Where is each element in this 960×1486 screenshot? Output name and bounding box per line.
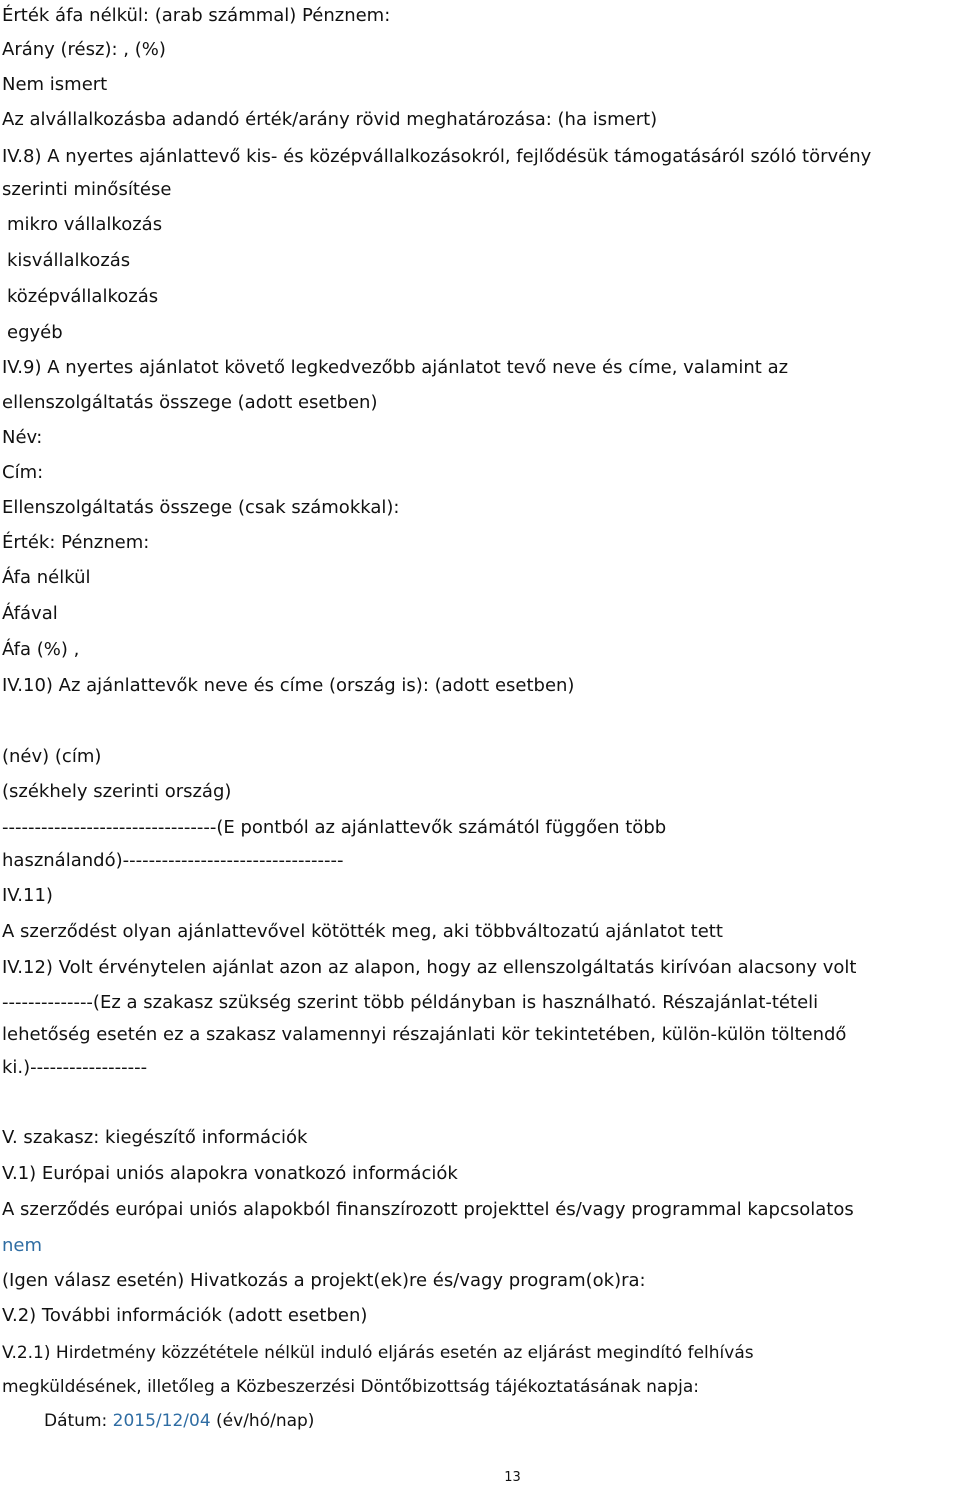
szekhely-label: (székhely szerinti ország) bbox=[2, 781, 232, 802]
option-kozepvallalkozas: középvállalkozás bbox=[7, 286, 159, 307]
section-iv9-heading: IV.9) A nyertes ajánlatot követő legkedvezőbb ajánlatot tevő neve és címe, valamint az bbox=[2, 357, 789, 378]
section-iv10-heading: IV.10) Az ajánlattevők neve és címe (ország is): (adott esetben) bbox=[2, 675, 575, 696]
section-v21-text-cont: megküldésének, illetőleg a Közbeszerzési Döntőbizottság tájékoztatásának napja: bbox=[2, 1377, 699, 1397]
nev-label: Név: bbox=[2, 427, 43, 448]
datum-unit: (év/hó/nap) bbox=[216, 1411, 315, 1431]
ellenszolgaltatas-label: Ellenszolgáltatás összege (csak számokkal): bbox=[2, 497, 400, 518]
nev-cim-label: (név) (cím) bbox=[2, 746, 102, 767]
arany-label: Arány (rész): , (%) bbox=[2, 39, 166, 60]
tobbvaltozatu-text: A szerződést olyan ajánlattevővel kötötték meg, aki többváltozatú ajánlatot tett bbox=[2, 921, 723, 942]
ertek-afa-nelkul-label: Érték áfa nélkül: (arab számmal) Pénznem: bbox=[2, 5, 391, 26]
repeat-note: ---------------------------------(E pontból az ajánlattevők számától függően több bbox=[2, 817, 667, 838]
repeat-note-cont: használandó)---------------------------------- bbox=[2, 850, 344, 871]
datum-value: 2015/12/04 bbox=[112, 1411, 211, 1431]
section-iv9-heading-cont: ellenszolgáltatás összege (adott esetben) bbox=[2, 392, 378, 413]
option-egyeb: egyéb bbox=[7, 322, 63, 343]
section-iv11-heading: IV.11) bbox=[2, 885, 53, 906]
datum-label: Dátum: bbox=[44, 1411, 108, 1431]
alvallalkozas-label: Az alvállalkozásba adandó érték/arány rövid meghatározása: (ha ismert) bbox=[2, 109, 658, 130]
section-v2-heading: V.2) További információk (adott esetben) bbox=[2, 1305, 368, 1326]
eu-alapok-answer: nem bbox=[2, 1235, 43, 1256]
eu-alapok-text: A szerződés európai uniós alapokból finanszírozott projekttel és/vagy programmal kapcsolatos bbox=[2, 1199, 854, 1220]
multiple-copy-note-end: ki.)------------------ bbox=[2, 1057, 148, 1078]
afa-percent-label: Áfa (%) , bbox=[2, 639, 80, 660]
nem-ismert-text: Nem ismert bbox=[2, 74, 108, 95]
datum-line bbox=[44, 1410, 314, 1432]
section-iv8-heading-cont: szerinti minősítése bbox=[2, 179, 172, 200]
section-iv12-heading: IV.12) Volt érvénytelen ajánlat azon az alapon, hogy az ellenszolgáltatás kirívóan alacsony volt bbox=[2, 957, 857, 978]
ertek-penznem-label: Érték: Pénznem: bbox=[2, 532, 150, 553]
multiple-copy-note-cont: lehetőség esetén ez a szakasz valamennyi részajánlati kör tekintetében, külön-külön töltendő bbox=[2, 1024, 847, 1045]
afa-nelkul-label: Áfa nélkül bbox=[2, 567, 91, 588]
option-kisvallalkozas: kisvállalkozás bbox=[7, 250, 131, 271]
afaval-label: Áfával bbox=[2, 603, 58, 624]
cim-label: Cím: bbox=[2, 462, 44, 483]
section-v-heading: V. szakasz: kiegészítő információk bbox=[2, 1127, 308, 1148]
multiple-copy-note: --------------(Ez a szakasz szükség szerint több példányban is használható. Részajánlat-tételi bbox=[2, 992, 819, 1013]
page-number: 13 bbox=[504, 1470, 521, 1485]
section-v1-heading: V.1) Európai uniós alapokra vonatkozó információk bbox=[2, 1163, 458, 1184]
section-iv8-heading: IV.8) A nyertes ajánlattevő kis- és középvállalkozásokról, fejlődésük támogatásáról szóló törvény bbox=[2, 146, 872, 167]
section-v21-text: V.2.1) Hirdetmény közzététele nélkül induló eljárás esetén az eljárást megindító felhívás bbox=[2, 1343, 754, 1363]
hivatkozas-label: (Igen válasz esetén) Hivatkozás a projekt(ek)re és/vagy program(ok)ra: bbox=[2, 1270, 646, 1291]
option-mikro-vallalkozas: mikro vállalkozás bbox=[7, 214, 163, 235]
